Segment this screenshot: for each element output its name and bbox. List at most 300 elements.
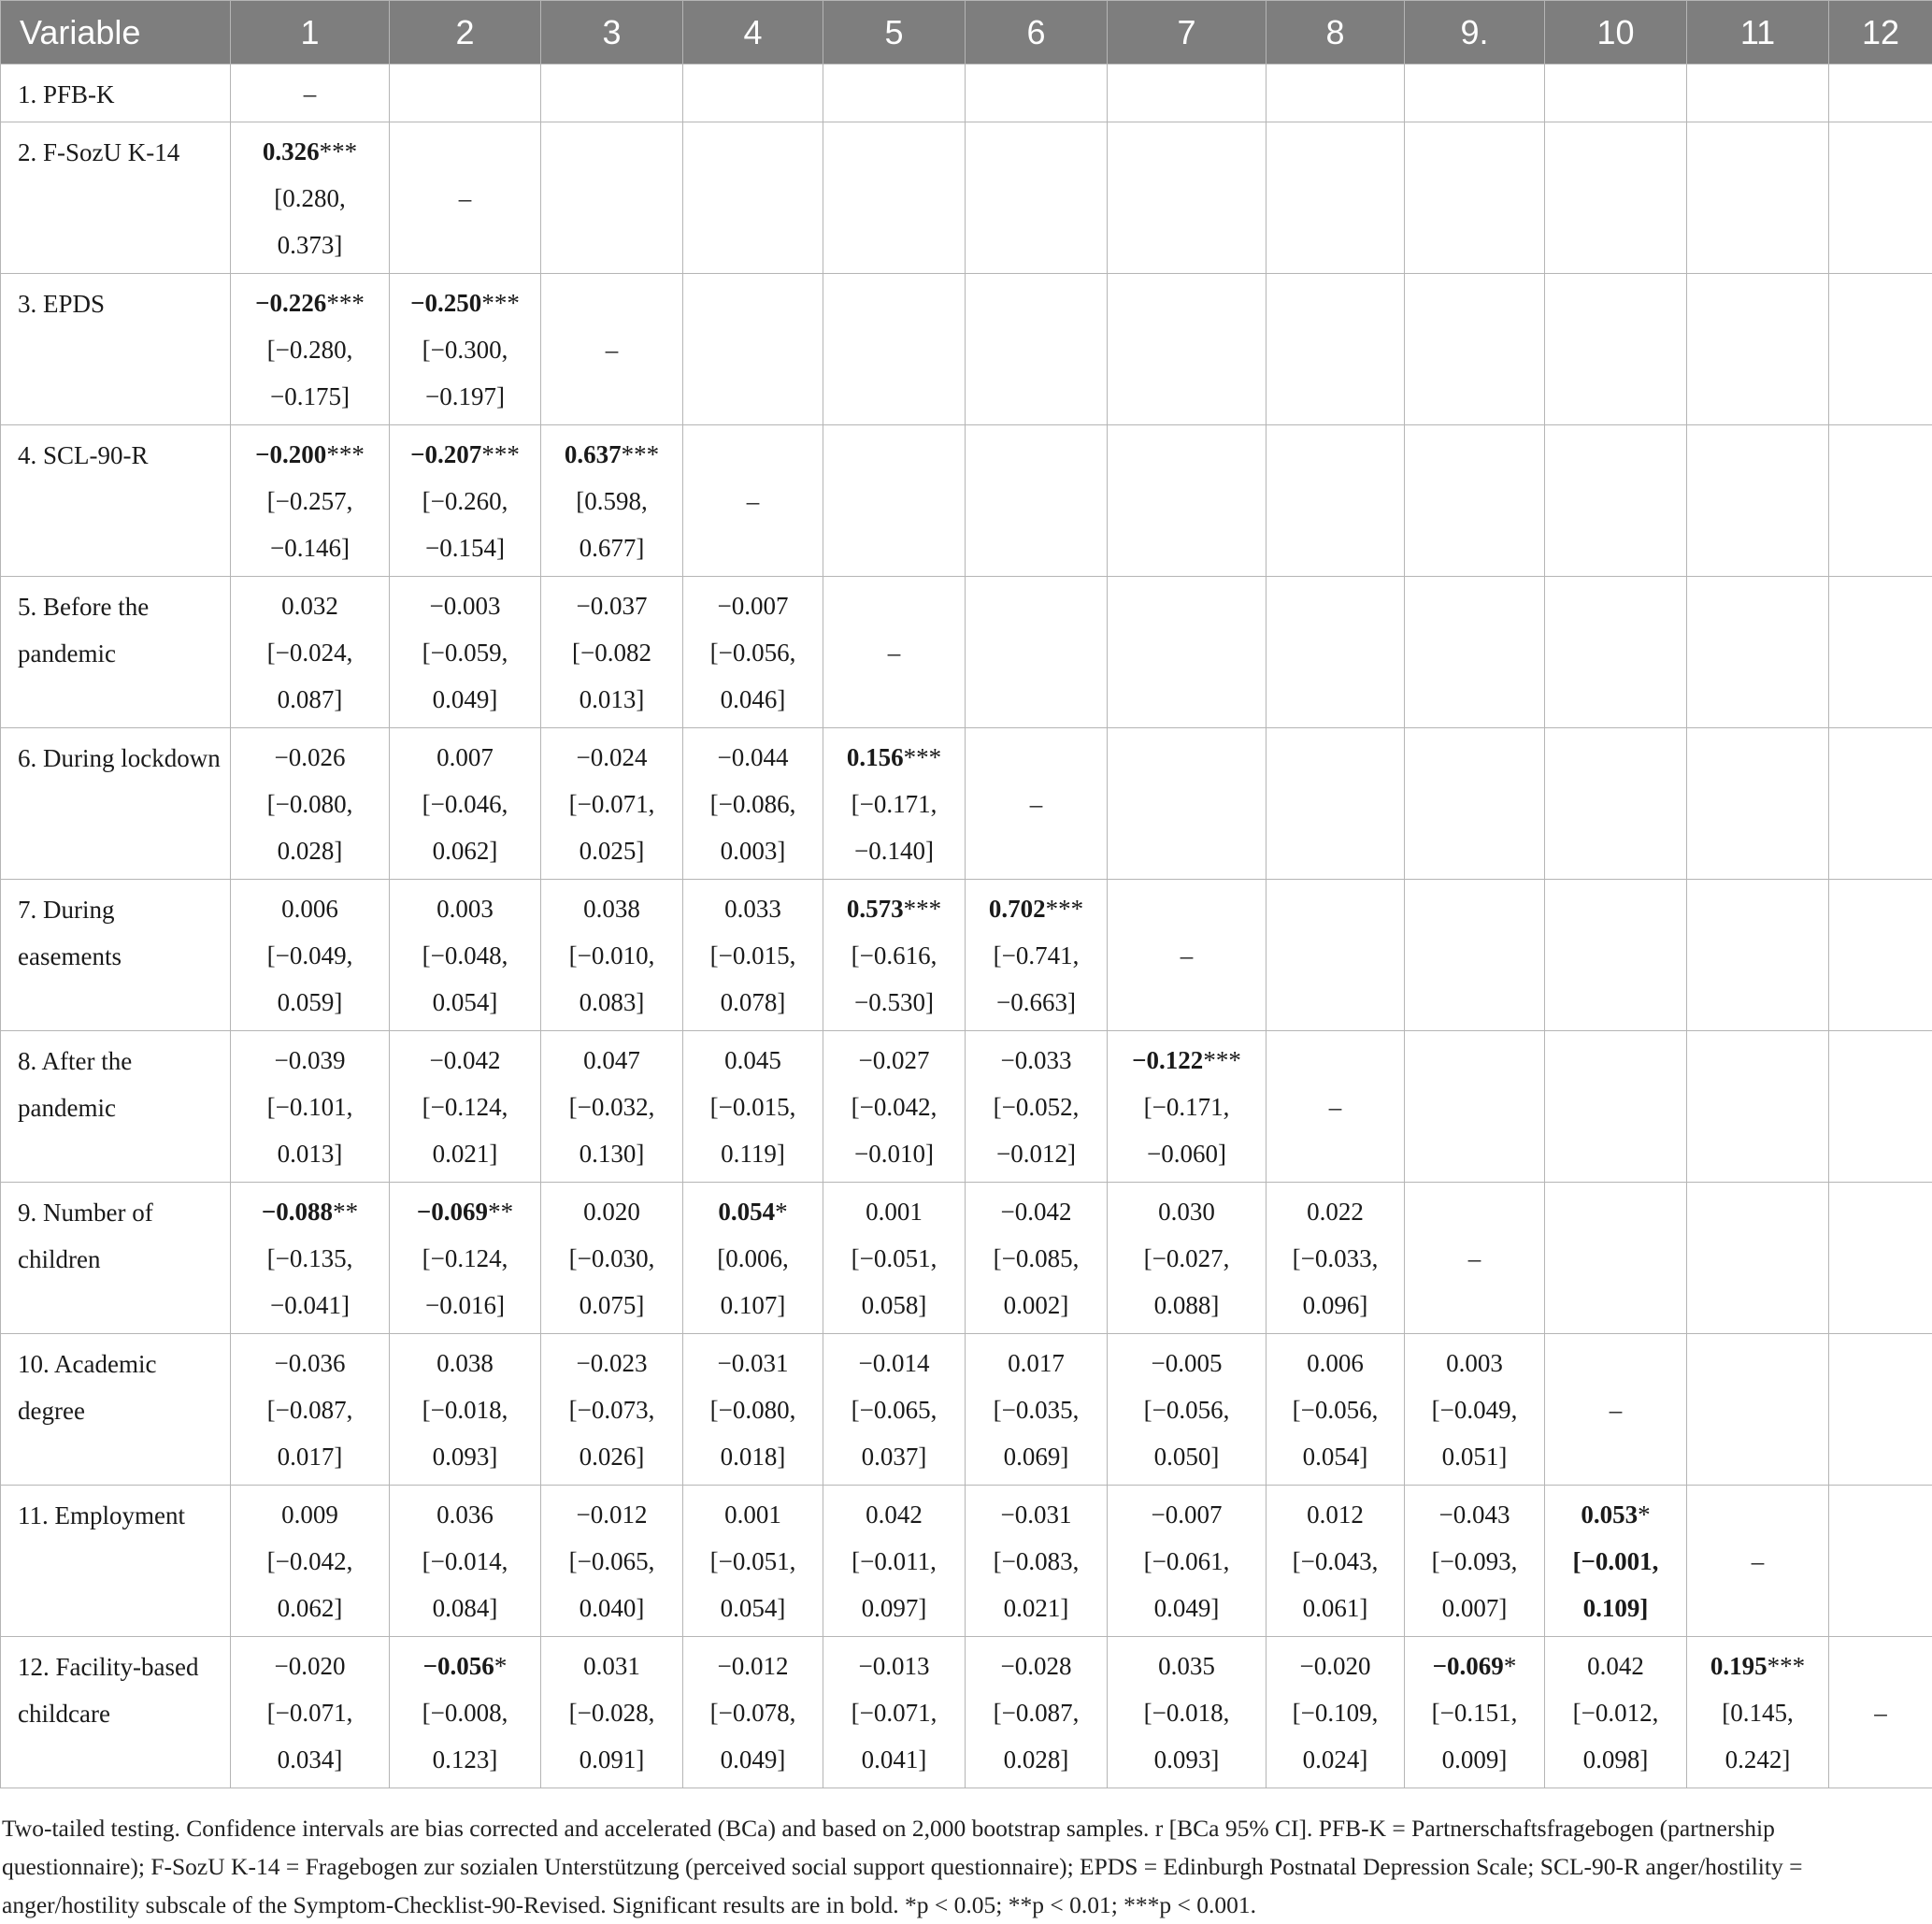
table-cell [1829, 1334, 1932, 1486]
cell-ci [825, 827, 963, 874]
cell-ci [543, 781, 680, 827]
table-cell [1829, 65, 1932, 122]
cell-ci [233, 1538, 387, 1585]
cell-value: 0.009] [1442, 1745, 1508, 1773]
cell-coefficient [233, 734, 387, 781]
cell-ci [392, 1282, 538, 1328]
table-header [1, 1, 1932, 65]
table-cell [390, 1486, 541, 1637]
cell-ci [825, 1585, 963, 1631]
significance-stars: *** [904, 895, 942, 923]
table-cell [1545, 880, 1687, 1031]
table-cell [390, 1031, 541, 1183]
row-label: 2. F-SozU K-14 [1, 122, 231, 274]
table-cell [1687, 122, 1829, 274]
table-cell [231, 1183, 390, 1334]
cell-value: 0.098] [1583, 1745, 1649, 1773]
cell-value: 0.054] [721, 1594, 786, 1622]
cell-coefficient [1109, 1340, 1264, 1386]
cell-value: 0.001 [866, 1198, 923, 1226]
table-cell [683, 1334, 823, 1486]
cell-value: −0.250 [410, 289, 481, 317]
cell-value: 0.573 [847, 895, 904, 923]
cell-value: 0.677] [580, 534, 645, 562]
table-cell [823, 122, 966, 274]
cell-ci [543, 1235, 680, 1282]
cell-value: 0.373] [278, 231, 343, 259]
cell-value: [−0.124, [422, 1093, 508, 1121]
cell-coefficient [543, 1188, 680, 1235]
cell-coefficient [685, 734, 821, 781]
cell-ci [392, 326, 538, 373]
cell-ci [967, 1130, 1105, 1177]
cell-ci [685, 1386, 821, 1433]
cell-coefficient [392, 431, 538, 478]
cell-coefficient [392, 885, 538, 932]
cell-ci [1268, 1736, 1402, 1783]
cell-value: 0.003 [1446, 1349, 1503, 1377]
cell-coefficient [543, 885, 680, 932]
cell-coefficient [392, 1643, 538, 1689]
cell-ci [967, 1736, 1105, 1783]
table-cell [1108, 880, 1267, 1031]
cell-coefficient [543, 1643, 680, 1689]
table-cell [823, 1637, 966, 1788]
cell-coefficient [233, 1188, 387, 1235]
cell-coefficient [543, 582, 680, 629]
cell-value: 0.032 [281, 592, 338, 620]
cell-value: −0.060] [1147, 1140, 1226, 1168]
table-cell [966, 122, 1108, 274]
cell-value: −0.042 [430, 1046, 501, 1074]
cell-ci [825, 1689, 963, 1736]
table-cell [1829, 425, 1932, 577]
table-cell [1829, 122, 1932, 274]
cell-value: −0.530] [854, 988, 934, 1016]
cell-ci [233, 1235, 387, 1282]
cell-value: 0.062] [278, 1594, 343, 1622]
table-cell [1267, 880, 1405, 1031]
cell-ci [233, 326, 387, 373]
cell-coefficient [967, 1340, 1105, 1386]
table-cell [966, 577, 1108, 728]
cell-coefficient [543, 1340, 680, 1386]
cell-value: 0.018] [721, 1443, 786, 1471]
cell-value: [−0.008, [422, 1699, 508, 1727]
cell-value: [−0.061, [1144, 1547, 1230, 1575]
cell-coefficient [1268, 1084, 1402, 1130]
cell-coefficient [233, 280, 387, 326]
table-cell [823, 1334, 966, 1486]
cell-value: 0.036 [436, 1500, 494, 1529]
cell-value: [−0.027, [1144, 1244, 1230, 1272]
table-cell [1405, 577, 1545, 728]
cell-coefficient [392, 175, 538, 222]
cell-ci [825, 1433, 963, 1480]
row-label: 10. Academic degree [1, 1334, 231, 1486]
cell-ci [233, 827, 387, 874]
table-cell [1108, 1486, 1267, 1637]
cell-ci [233, 1689, 387, 1736]
cell-coefficient [825, 1037, 963, 1084]
cell-ci [392, 781, 538, 827]
cell-ci [967, 932, 1105, 979]
significance-stars: *** [320, 137, 358, 165]
table-cell [1687, 1486, 1829, 1637]
cell-coefficient [1407, 1235, 1542, 1282]
cell-value: 0.096] [1303, 1291, 1368, 1319]
cell-value: 0.017 [1008, 1349, 1065, 1377]
cell-ci [685, 1538, 821, 1585]
table-cell [541, 274, 683, 425]
cell-ci [825, 1235, 963, 1282]
cell-coefficient [967, 1491, 1105, 1538]
cell-value: 0.130] [580, 1140, 645, 1168]
cell-value: – [304, 79, 317, 108]
cell-coefficient [392, 280, 538, 326]
cell-ci [825, 932, 963, 979]
cell-coefficient [825, 734, 963, 781]
cell-ci [1407, 1585, 1542, 1631]
cell-value: −0.027 [859, 1046, 930, 1074]
cell-value: [0.006, [717, 1244, 789, 1272]
cell-coefficient [685, 1491, 821, 1538]
cell-ci [233, 478, 387, 524]
row-label: 4. SCL-90-R [1, 425, 231, 577]
table-cell [1405, 425, 1545, 577]
cell-ci [233, 175, 387, 222]
table-cell [683, 577, 823, 728]
cell-value: −0.663] [996, 988, 1076, 1016]
cell-ci [1547, 1538, 1684, 1585]
table-cell [1108, 274, 1267, 425]
cell-value: −0.043 [1439, 1500, 1510, 1529]
cell-ci [967, 1282, 1105, 1328]
table-cell [1405, 1486, 1545, 1637]
column-header-6: 6 [966, 1, 1108, 65]
cell-value: −0.039 [275, 1046, 346, 1074]
cell-value: −0.010] [854, 1140, 934, 1168]
column-header-1: 1 [231, 1, 390, 65]
table-cell [1267, 1031, 1405, 1183]
table-cell [1829, 728, 1932, 880]
cell-value: [−0.124, [422, 1244, 508, 1272]
cell-value: −0.024 [577, 743, 648, 771]
cell-value: 0.009 [281, 1500, 338, 1529]
significance-stars: *** [326, 289, 365, 317]
cell-ci [1407, 1689, 1542, 1736]
table-cell [390, 65, 541, 122]
column-header-8: 8 [1267, 1, 1405, 65]
table-cell [823, 274, 966, 425]
table-cell [823, 728, 966, 880]
cell-value: 0.003 [436, 895, 494, 923]
cell-ci [543, 1585, 680, 1631]
cell-coefficient [1109, 932, 1264, 979]
column-header-7: 7 [1108, 1, 1267, 65]
cell-value: 0.012 [1307, 1500, 1364, 1529]
table-cell [231, 728, 390, 880]
table-row [1, 577, 1932, 728]
cell-ci [233, 1386, 387, 1433]
table-cell [1108, 728, 1267, 880]
cell-value: 0.119] [721, 1140, 785, 1168]
row-label: 5. Before the pandemic [1, 577, 231, 728]
cell-ci [543, 478, 680, 524]
table-cell [390, 728, 541, 880]
table-cell [541, 65, 683, 122]
cell-ci [392, 676, 538, 723]
cell-value: −0.013 [859, 1652, 930, 1680]
cell-coefficient [685, 1340, 821, 1386]
cell-value: −0.012 [577, 1500, 648, 1529]
cell-ci [543, 979, 680, 1026]
cell-coefficient [1268, 1491, 1402, 1538]
significance-stars: * [1638, 1500, 1651, 1529]
table-cell [1687, 577, 1829, 728]
table-row [1, 65, 1932, 122]
significance-stars: *** [1767, 1652, 1806, 1680]
cell-value: – [606, 336, 619, 364]
table-cell [1687, 1637, 1829, 1788]
table-cell [1108, 65, 1267, 122]
cell-value: 0.195 [1710, 1652, 1767, 1680]
cell-coefficient [967, 781, 1105, 827]
cell-value: [−0.101, [267, 1093, 353, 1121]
cell-ci [233, 222, 387, 268]
cell-value: 0.107] [721, 1291, 786, 1319]
column-header-4: 4 [683, 1, 823, 65]
cell-value: 0.006 [1307, 1349, 1364, 1377]
table-cell [1405, 122, 1545, 274]
table-cell [390, 122, 541, 274]
cell-ci [543, 1736, 680, 1783]
cell-value: [−0.015, [710, 941, 796, 969]
cell-value: [−0.014, [422, 1547, 508, 1575]
table-cell [1829, 1183, 1932, 1334]
cell-value: 0.702 [989, 895, 1046, 923]
row-label: 12. Facility-based childcare [1, 1637, 231, 1788]
table-cell [683, 1183, 823, 1334]
cell-ci [233, 1130, 387, 1177]
table-cell [683, 274, 823, 425]
cell-value: [−0.048, [422, 941, 508, 969]
row-label: 6. During lockdown [1, 728, 231, 880]
cell-coefficient [967, 1037, 1105, 1084]
cell-coefficient [543, 1037, 680, 1084]
cell-value: 0.013] [278, 1140, 343, 1168]
cell-value: [−0.018, [1144, 1699, 1230, 1727]
cell-ci [967, 1084, 1105, 1130]
cell-coefficient [967, 1643, 1105, 1689]
cell-value: [−0.171, [852, 790, 937, 818]
table-cell [683, 1637, 823, 1788]
table-cell [541, 1486, 683, 1637]
significance-stars: ** [488, 1198, 513, 1226]
cell-coefficient [1407, 1643, 1542, 1689]
cell-value: 0.038 [436, 1349, 494, 1377]
cell-ci [392, 1736, 538, 1783]
cell-value: 0.007] [1442, 1594, 1508, 1622]
cell-value: −0.042 [1001, 1198, 1072, 1226]
row-label: 11. Employment [1, 1486, 231, 1637]
cell-ci [1109, 1084, 1264, 1130]
cell-coefficient [825, 885, 963, 932]
cell-ci [233, 373, 387, 420]
table-cell [1108, 425, 1267, 577]
table-cell [231, 274, 390, 425]
table-cell [231, 425, 390, 577]
cell-value: 0.091] [580, 1745, 645, 1773]
row-label: 9. Number of children [1, 1183, 231, 1334]
table-cell [966, 880, 1108, 1031]
cell-ci [392, 1084, 538, 1130]
cell-value: [−0.056, [1293, 1396, 1379, 1424]
cell-value: [−0.080, [710, 1396, 796, 1424]
cell-ci [1268, 1689, 1402, 1736]
table-row [1, 1486, 1932, 1637]
cell-coefficient [233, 1491, 387, 1538]
table-cell [1108, 1183, 1267, 1334]
table-cell [1405, 1637, 1545, 1788]
table-cell [823, 1183, 966, 1334]
cell-coefficient [825, 1188, 963, 1235]
table-cell [1545, 425, 1687, 577]
cell-ci [543, 932, 680, 979]
cell-value: −0.197] [425, 382, 505, 410]
cell-value: 0.013] [580, 685, 645, 713]
cell-ci [1109, 1736, 1264, 1783]
cell-ci [543, 1538, 680, 1585]
cell-ci [967, 1689, 1105, 1736]
cell-coefficient [233, 885, 387, 932]
significance-stars: *** [326, 440, 365, 468]
table-cell [1545, 577, 1687, 728]
cell-value: −0.041] [270, 1291, 350, 1319]
cell-ci [233, 979, 387, 1026]
row-label: 3. EPDS [1, 274, 231, 425]
cell-value: [−0.035, [994, 1396, 1080, 1424]
cell-value: 0.034] [278, 1745, 343, 1773]
cell-ci [1109, 1433, 1264, 1480]
cell-coefficient [825, 629, 963, 676]
cell-value: [−0.087, [267, 1396, 353, 1424]
cell-value: −0.175] [270, 382, 350, 410]
cell-ci [392, 1585, 538, 1631]
cell-value: [−0.616, [852, 941, 937, 969]
cell-ci [825, 781, 963, 827]
table-cell [541, 880, 683, 1031]
cell-ci [685, 1585, 821, 1631]
cell-value: – [1874, 1699, 1887, 1727]
cell-value: 0.025] [580, 837, 645, 865]
cell-value: 0.002] [1004, 1291, 1069, 1319]
significance-stars: ** [333, 1198, 358, 1226]
cell-value: −0.020 [1300, 1652, 1371, 1680]
cell-coefficient [1547, 1386, 1684, 1433]
cell-ci [392, 979, 538, 1026]
cell-ci [1547, 1736, 1684, 1783]
table-cell [1545, 65, 1687, 122]
cell-ci [392, 1538, 538, 1585]
cell-value: 0.051] [1442, 1443, 1508, 1471]
table-cell [390, 1183, 541, 1334]
table-cell [1267, 122, 1405, 274]
table-cell [966, 425, 1108, 577]
cell-value: – [1610, 1396, 1623, 1424]
cell-ci [1547, 1585, 1684, 1631]
table-cell [541, 1334, 683, 1486]
cell-ci [392, 1689, 538, 1736]
table-cell [541, 728, 683, 880]
table-cell [541, 425, 683, 577]
cell-value: 0.042 [866, 1500, 923, 1529]
cell-ci [967, 979, 1105, 1026]
cell-value: [−0.086, [710, 790, 796, 818]
table-cell [1267, 1334, 1405, 1486]
cell-ci [233, 676, 387, 723]
column-header-2: 2 [390, 1, 541, 65]
cell-ci [543, 1386, 680, 1433]
cell-coefficient [1689, 1538, 1826, 1585]
table-cell [1545, 1031, 1687, 1183]
cell-coefficient [685, 478, 821, 524]
cell-value: −0.005 [1152, 1349, 1223, 1377]
cell-coefficient [1407, 1491, 1542, 1538]
table-cell [966, 1486, 1108, 1637]
cell-ci [967, 1433, 1105, 1480]
significance-stars: *** [1203, 1046, 1241, 1074]
cell-value: [−0.051, [852, 1244, 937, 1272]
cell-value: 0.021] [433, 1140, 498, 1168]
cell-ci [1268, 1585, 1402, 1631]
table-cell [823, 880, 966, 1031]
table-cell [1267, 274, 1405, 425]
cell-value: [−0.065, [569, 1547, 655, 1575]
cell-value: [−0.135, [267, 1244, 353, 1272]
cell-coefficient [1831, 1689, 1930, 1736]
table-cell [1687, 1183, 1829, 1334]
cell-value: [−0.171, [1144, 1093, 1230, 1121]
cell-value: [−0.043, [1293, 1547, 1379, 1575]
cell-value: −0.036 [275, 1349, 346, 1377]
cell-value: [−0.028, [569, 1699, 655, 1727]
significance-stars: *** [904, 743, 942, 771]
cell-ci [685, 1736, 821, 1783]
cell-coefficient [685, 1643, 821, 1689]
table-cell [390, 274, 541, 425]
cell-value: 0.637 [565, 440, 622, 468]
cell-coefficient [392, 1491, 538, 1538]
table-row [1, 1031, 1932, 1183]
table-cell [823, 425, 966, 577]
cell-coefficient [825, 1491, 963, 1538]
cell-value: 0.021] [1004, 1594, 1069, 1622]
table-cell [683, 880, 823, 1031]
cell-value: −0.122 [1132, 1046, 1203, 1074]
table-row [1, 1334, 1932, 1486]
table-cell [541, 122, 683, 274]
table-cell [1829, 274, 1932, 425]
table-row [1, 425, 1932, 577]
cell-ci [1109, 1282, 1264, 1328]
cell-ci [233, 1282, 387, 1328]
cell-value: [0.280, [274, 184, 346, 212]
table-cell [1405, 880, 1545, 1031]
cell-value: 0.017] [278, 1443, 343, 1471]
cell-value: [−0.052, [994, 1093, 1080, 1121]
cell-value: [−0.300, [422, 336, 508, 364]
